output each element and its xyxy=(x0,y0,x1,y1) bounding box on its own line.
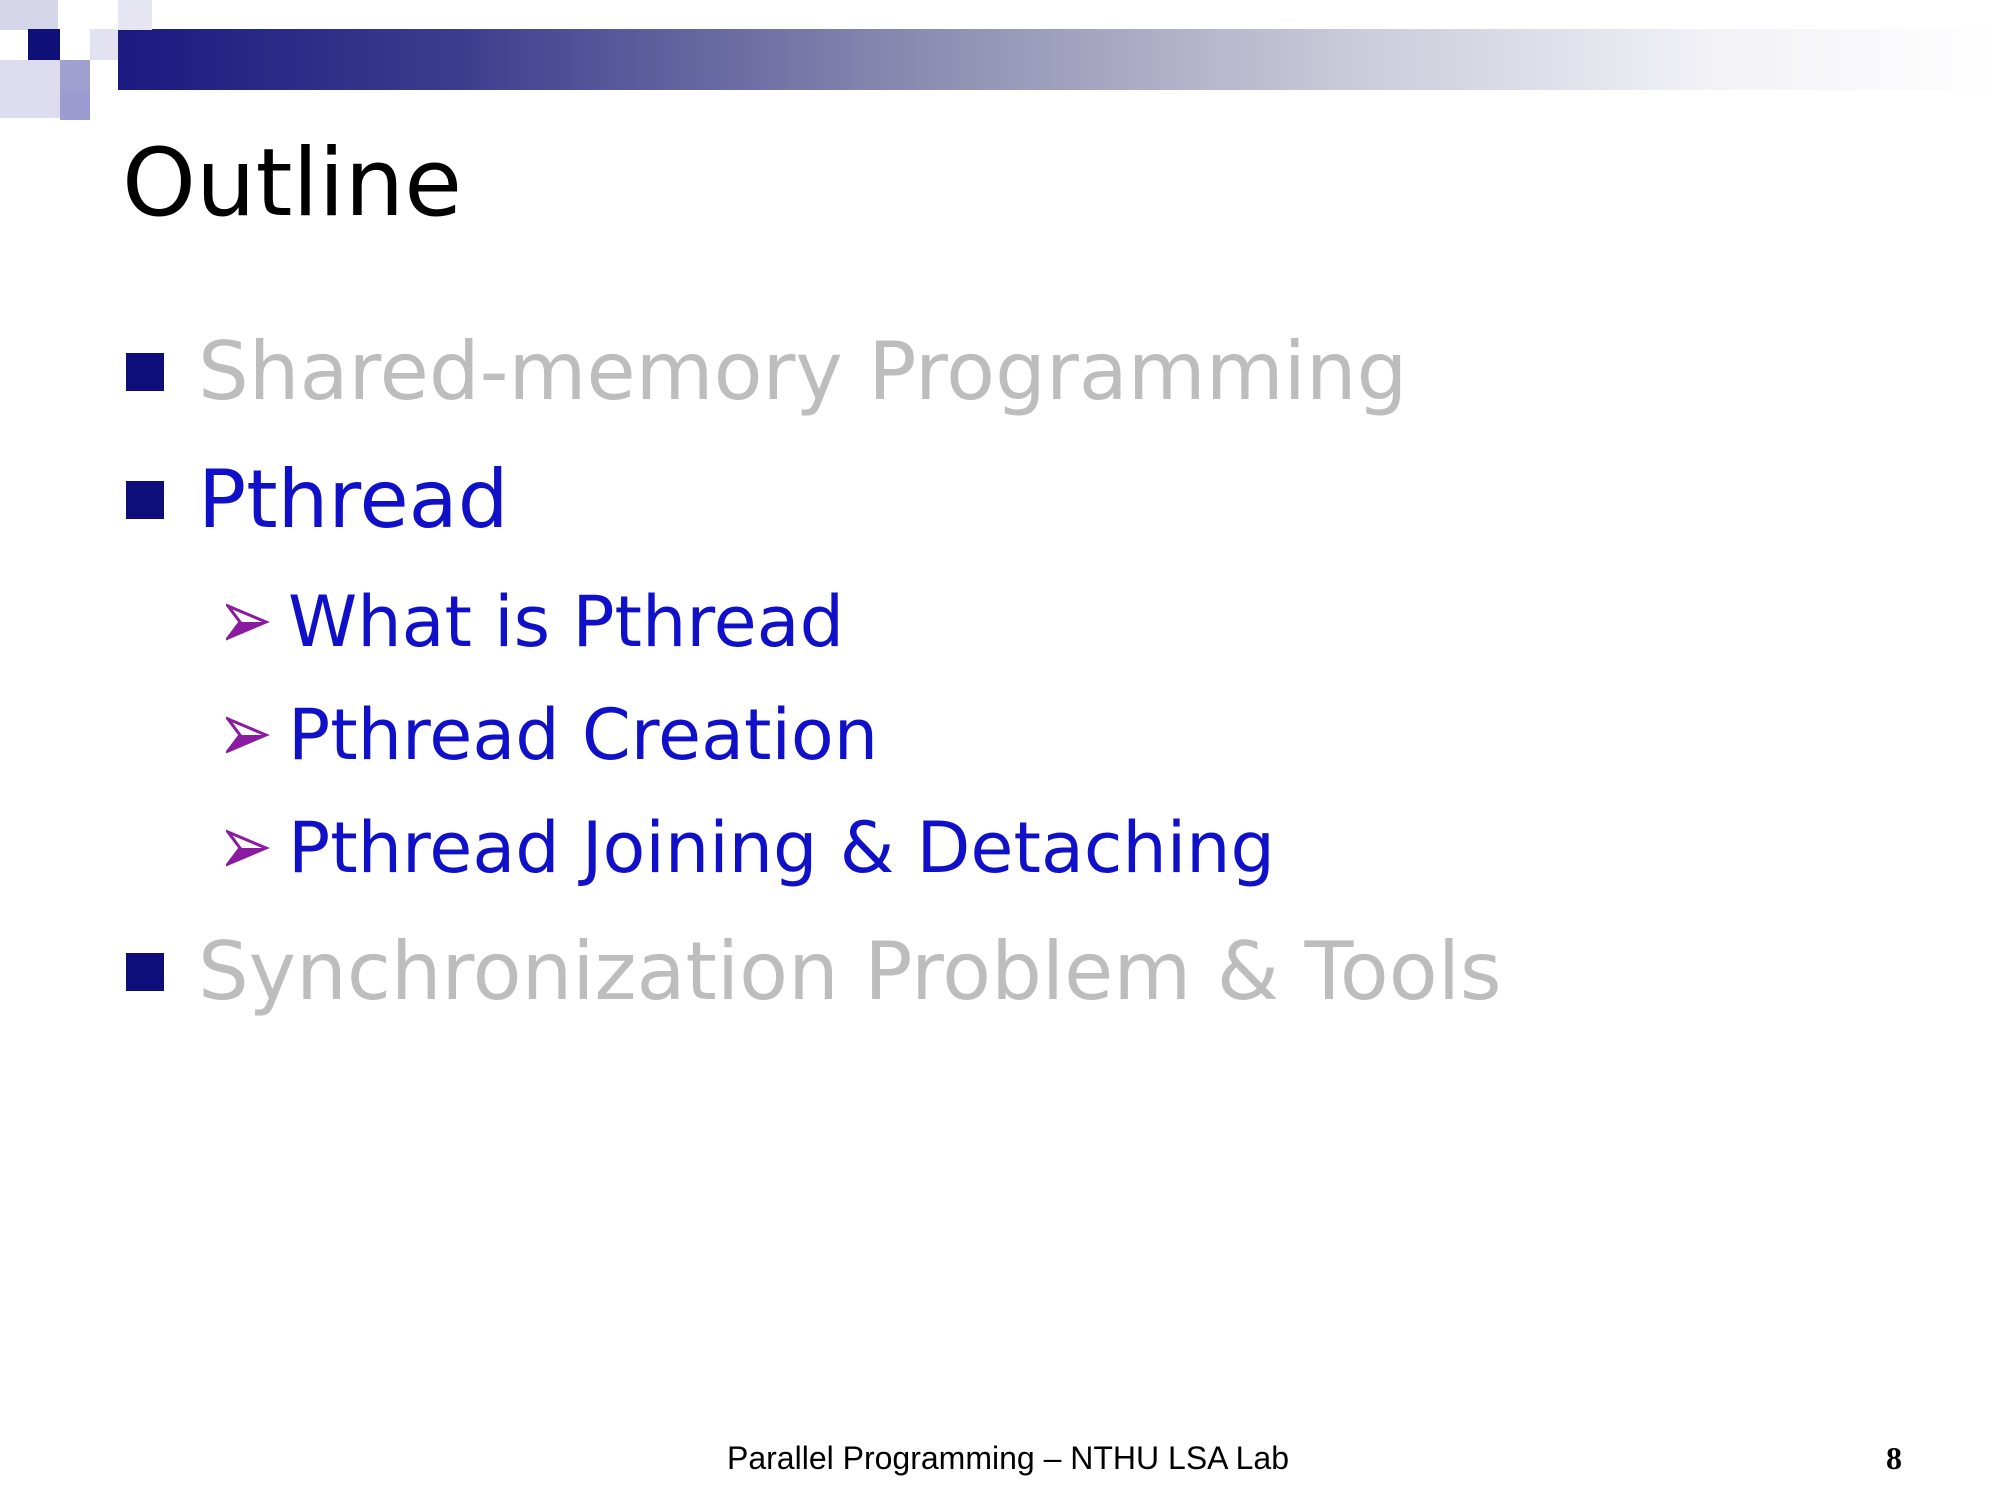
outline-item-label: Shared-memory Programming xyxy=(198,325,1408,418)
page-number: 8 xyxy=(1886,1440,1902,1476)
square-bullet-icon xyxy=(126,481,164,519)
outline-subitem-label: Pthread Joining & Detaching xyxy=(288,807,1275,889)
square-bullet-icon xyxy=(126,353,164,391)
header-decoration-square xyxy=(90,60,118,90)
outline-subitem-what-is-pthread xyxy=(226,581,845,663)
arrow-bullet-icon xyxy=(226,715,270,755)
header-decoration-square xyxy=(28,29,60,60)
outline-item-shared-memory xyxy=(126,325,1408,418)
outline-item-label: Pthread xyxy=(198,453,509,546)
slide-title: Outline xyxy=(122,129,463,238)
outline-item-pthread xyxy=(126,453,509,546)
header-gradient-bar xyxy=(118,29,2000,90)
header-decoration-square xyxy=(118,0,152,30)
footer-text: Parallel Programming – NTHU LSA Lab xyxy=(727,1440,1290,1476)
outline-subitem-label: Pthread Creation xyxy=(288,694,879,776)
outline-subitem-label: What is Pthread xyxy=(288,581,845,663)
slide-footer xyxy=(0,1440,2000,1480)
outline-subitem-pthread-creation xyxy=(226,694,879,776)
arrow-bullet-icon xyxy=(226,602,270,642)
header-decoration-square xyxy=(0,60,60,118)
header-decoration-square xyxy=(0,0,58,30)
header-decoration-square xyxy=(60,60,90,90)
header-decoration-square xyxy=(90,29,118,60)
header-decoration-square xyxy=(60,29,90,60)
outline-item-label: Synchronization Problem & Tools xyxy=(198,925,1502,1018)
arrow-bullet-icon xyxy=(226,828,270,868)
outline-subitem-joining-detaching xyxy=(226,807,1275,889)
square-bullet-icon xyxy=(126,953,164,991)
header-decoration-square xyxy=(60,90,90,120)
outline-item-synchronization xyxy=(126,925,1502,1018)
